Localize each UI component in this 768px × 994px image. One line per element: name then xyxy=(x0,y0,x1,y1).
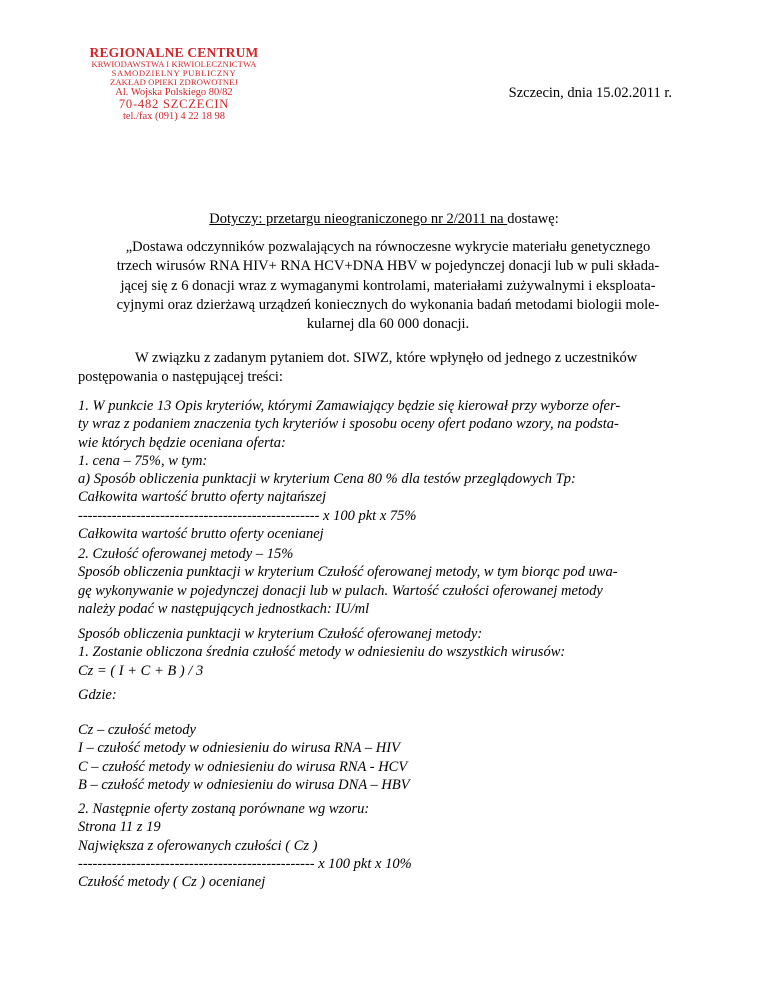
subject-rest: dostawę: xyxy=(507,211,559,227)
text-line: 1. cena – 75%, w tym: xyxy=(78,452,208,469)
stamp-line: 70-482 SZCZECIN xyxy=(118,97,230,112)
intro-paragraph xyxy=(78,349,688,388)
formula-line: Cz = ( I + C + B ) / 3 xyxy=(78,662,204,679)
quote-line: „Dostawa odczynników pozwalających na równoczesne wykrycie materiału genetycznego xyxy=(125,239,651,255)
tender-title-quote xyxy=(108,238,668,334)
quote-line: kularnej dla 60 000 donacji. xyxy=(306,316,470,333)
text-line: Czułość metody ( Cz ) ocenianej xyxy=(78,874,266,891)
text-line: Całkowita wartość brutto oferty ocenianej xyxy=(78,526,324,543)
text-line: Sposób obliczenia punktacji w kryterium Czułość oferowanej metody, w tym biorąc pod uwa- xyxy=(78,564,618,581)
text-line: 2. Następnie oferty zostaną porównane wg wzoru: xyxy=(78,801,370,817)
text-line: 2. Czułość oferowanej metody – 15% xyxy=(78,546,294,562)
stamp-line: ZAKŁAD OPIEKI ZDROWOTNEJ xyxy=(110,77,238,88)
definition-line: C – czułość metody w odniesieniu do wirusa RNA - HCV xyxy=(78,758,408,775)
stamp-line: tel./fax (091) 4 22 18 98 xyxy=(122,111,226,123)
quote-line: jącej się z 6 donacji wraz z wymaganymi kontrolami, materiałami zużywalnymi i eksploata- xyxy=(120,277,656,294)
document-subject xyxy=(0,211,768,228)
stamp-line: Al. Wojska Polskiego 80/82 xyxy=(115,87,233,99)
question-criteria-price xyxy=(78,397,690,543)
offer-comparison-formula xyxy=(78,800,690,891)
text-line: należy podać w następujących jednostkach: IU/ml xyxy=(78,600,370,617)
intro-line: postępowania o następującej treści: xyxy=(78,369,283,386)
text-line: gę wykonywanie w pojedynczej donacji lub w pulach. Wartość czułości oferowanej metody xyxy=(78,582,603,599)
stamp-line: REGIONALNE CENTRUM xyxy=(89,45,259,60)
text-line: Sposób obliczenia punktacji w kryterium Czułość oferowanej metody: xyxy=(78,626,483,642)
text-line: Gdzie: xyxy=(78,687,117,703)
stamp-line: KRWIODAWSTWA I KRWIOLECZNICTWA xyxy=(91,59,257,70)
subject-underlined: Dotyczy: przetargu nieograniczonego nr 2/2011 na xyxy=(209,211,508,227)
definition-line: Cz – czułość metody xyxy=(78,722,196,738)
definition-line: I – czułość metody w odniesieniu do wirusa RNA – HIV xyxy=(78,740,400,757)
text-line: 1. Zostanie obliczona średnia czułość metody w odniesieniu do wszystkich wirusów: xyxy=(78,644,566,661)
formula-line: -------------------------------------------------- x 100 pkt x 75% xyxy=(78,507,417,524)
institution-stamp xyxy=(80,46,268,122)
quote-line: trzech wirusów RNA HIV+ RNA HCV+DNA HBV w pojedynczej donacji lub w puli składa- xyxy=(116,258,660,275)
text-line: ty wraz z podaniem znaczenia tych kryteriów i sposobu oceny ofert podano wzory, na podsta- xyxy=(78,416,619,433)
formula-line: ------------------------------------------------- x 100 pkt x 10% xyxy=(78,855,412,872)
variable-definitions xyxy=(78,721,690,794)
text-line: Strona 11 z 19 xyxy=(78,819,161,836)
intro-line: W związku z zadanym pytaniem dot. SIWZ, które wpłynęło od jednego z uczestników xyxy=(135,350,638,366)
question-criteria-sensitivity xyxy=(78,545,690,618)
text-line: Całkowita wartość brutto oferty najtańszej xyxy=(78,489,327,506)
definition-line: B – czułość metody w odniesieniu do wirusa DNA – HBV xyxy=(78,776,410,793)
quote-line: cyjnymi oraz dzierżawą urządzeń koniecznych do wykonania badań metodami biologii mole- xyxy=(116,296,660,313)
stamp-line: SAMODZIELNY PUBLICZNY xyxy=(111,68,237,79)
document-date: Szczecin, dnia 15.02.2011 r. xyxy=(508,85,672,101)
sensitivity-calculation xyxy=(78,625,690,680)
text-line: wie których będzie oceniana oferta: xyxy=(78,434,286,451)
text-line: Największa z oferowanych czułości ( Cz ) xyxy=(78,837,318,854)
text-line: 1. W punkcie 13 Opis kryteriów, którymi Zamawiający będzie się kierował przy wyborze ofer- xyxy=(78,398,621,414)
where-label xyxy=(78,686,690,704)
text-line: a) Sposób obliczenia punktacji w kryterium Cena 80 % dla testów przeglądowych Tp: xyxy=(78,471,576,488)
